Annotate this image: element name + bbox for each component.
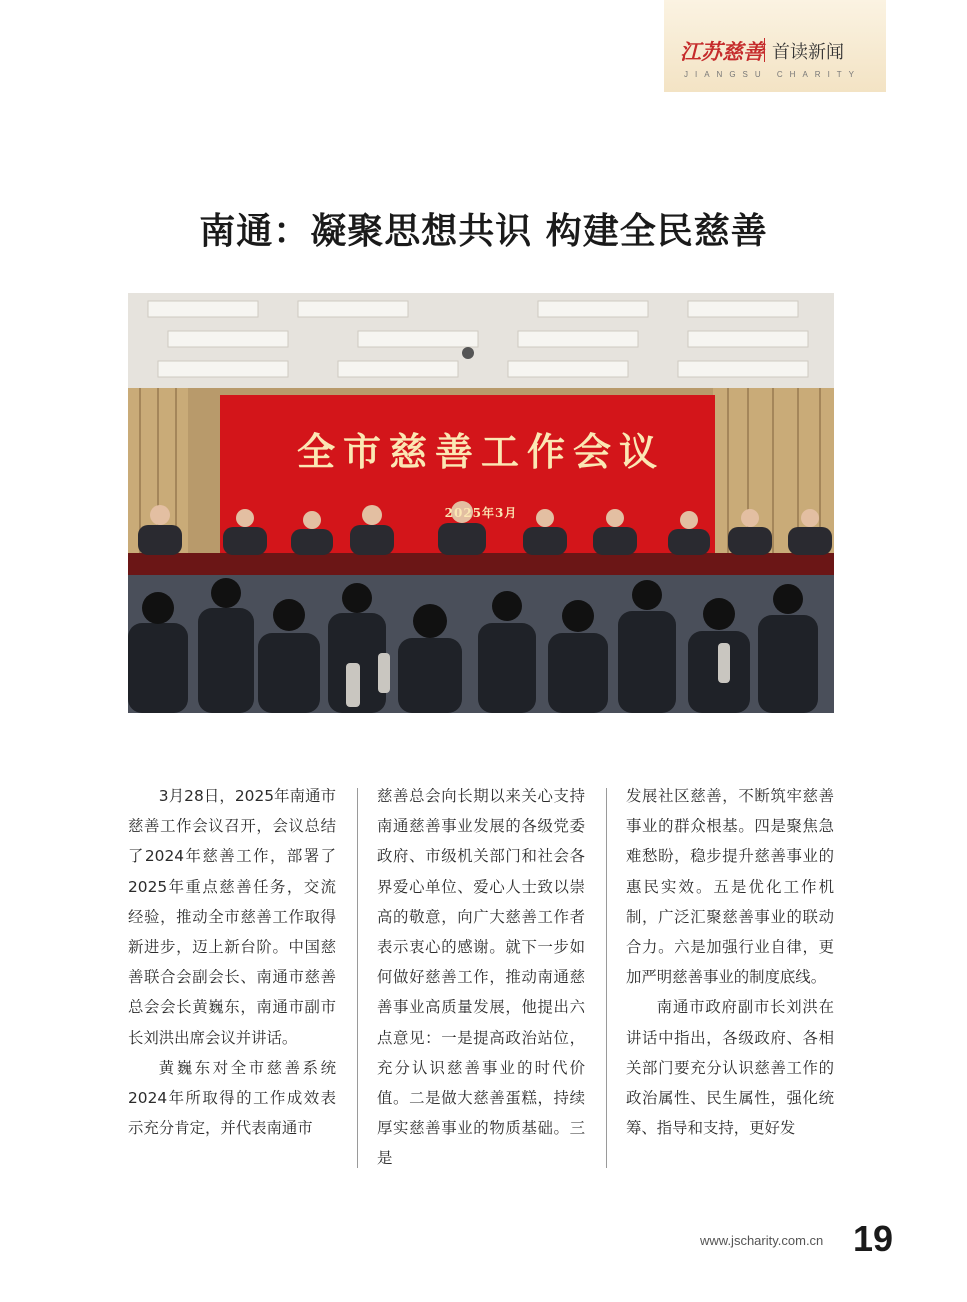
article-column-2 (377, 781, 585, 1174)
masthead-divider (764, 38, 765, 62)
paragraph: 慈善总会向长期以来关心支持南通慈善事业发展的各级党委政府、市级机关部门和社会各界爱心单位、爱心人士致以崇高的敬意，向广大慈善工作者表示衷心的感谢。就下一步如何做好慈善工作，推动南通慈善事业高质量发展，他提出六点意见：一是提高政治站位，充分认识慈善事业的时代价值。二是做大慈善蛋糕，持续厚实慈善事业的物质基础。三是 (377, 787, 585, 1168)
paragraph: 南通市政府副市长刘洪在讲话中指出，各级政府、各相关部门要充分认识慈善工作的政治属性、民生属性，强化统筹、指导和支持，更好发 (626, 998, 834, 1138)
footer-url[interactable]: www.jscharity.com.cn (700, 1233, 824, 1248)
article-column-3 (626, 781, 834, 1143)
meeting-photo (128, 293, 834, 713)
brand-logo: 江苏慈善 (680, 39, 764, 64)
meeting-scene-illustration (128, 293, 834, 713)
paragraph: 黄巍东对全市慈善系统2024年所取得的工作成效表示充分肯定，并代表南通市 (128, 1058, 336, 1138)
column-divider (357, 788, 358, 1168)
page-number: 19 (853, 1218, 894, 1259)
banner-title: 全市慈善工作会议 (296, 429, 665, 474)
masthead (664, 0, 886, 92)
column-divider (606, 788, 607, 1168)
article-column-1 (128, 781, 336, 1143)
brand-english: JIANGSU CHARITY (684, 70, 862, 79)
article-title: 南通：凝聚思想共识 构建全民慈善 (199, 211, 768, 252)
section-label: 首读新闻 (772, 42, 844, 63)
banner-date: 2025年3月 (444, 506, 518, 520)
paragraph: 3月28日，2025年南通市慈善工作会议召开，会议总结了2024年慈善工作，部署了2025年重点慈善任务，交流经验，推动全市慈善工作取得新进步，迈上新台阶。中国慈善联合会副会长、南通市慈善总会会长黄巍东，南通市副市长刘洪出席会议并讲话。 (128, 787, 336, 1047)
paragraph: 发展社区慈善，不断筑牢慈善事业的群众根基。四是聚焦急难愁盼，稳步提升慈善事业的惠民实效。五是优化工作机制，广泛汇聚慈善事业的联动合力。六是加强行业自律，更加严明慈善事业的制度底线。 (626, 787, 834, 987)
